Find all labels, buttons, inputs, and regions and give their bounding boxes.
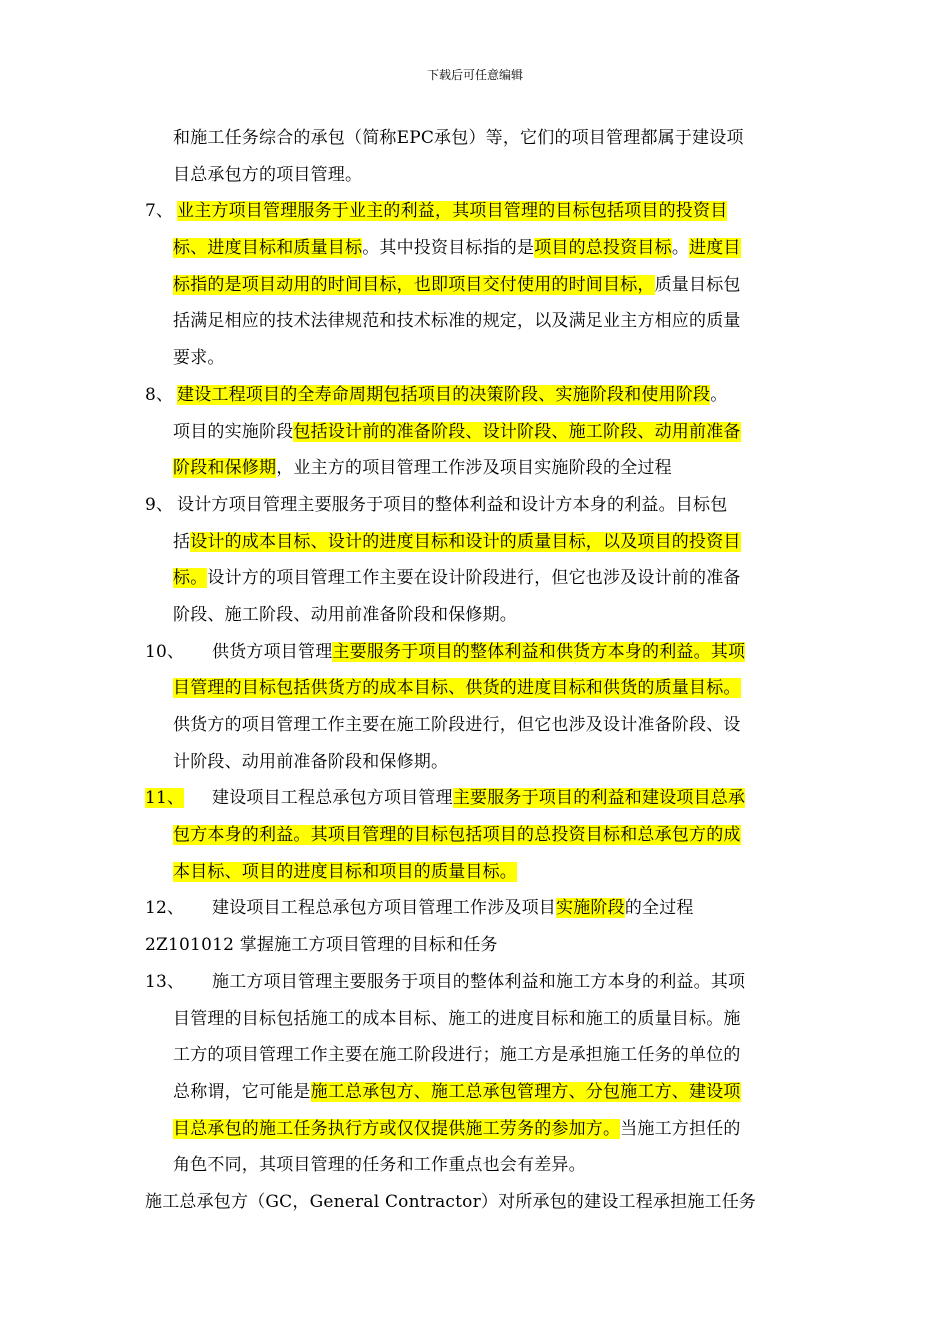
text-line [145, 1111, 810, 1148]
body-text: 角色不同，其项目管理的任务和工作重点也会有差异。 [173, 1155, 586, 1176]
highlighted-text: 施工总承包方、施工总承包管理方、分包施工方、建设项 [310, 1081, 741, 1102]
text-line [145, 487, 810, 524]
text-line [145, 193, 810, 230]
text-line [145, 1074, 810, 1111]
text-line [145, 120, 810, 157]
body-text: 要求。 [173, 348, 225, 369]
text-line [145, 927, 810, 964]
body-text: 计阶段、动用前准备阶段和保修期。 [173, 751, 449, 772]
body-text: 当施工方担任的 [620, 1118, 741, 1139]
body-text: ，业主方的项目管理工作涉及项目实施阶段的全过程 [276, 458, 672, 479]
text-line [145, 1184, 810, 1221]
body-text: 供货方的项目管理工作主要在施工阶段进行，但它也涉及设计准备阶段、设 [173, 715, 741, 735]
text-line [145, 157, 810, 194]
text-line [145, 817, 810, 854]
body-text: 工方的项目管理工作主要在施工阶段进行；施工方是承担施工任务的单位的 [173, 1045, 741, 1066]
body-text: 总称谓，它可能是 [173, 1081, 311, 1102]
item-number: 11、 [145, 788, 185, 809]
text-line [145, 377, 810, 414]
body-text: 目管理的目标包括施工的成本目标、施工的进度目标和施工的质量目标。施 [173, 1008, 741, 1029]
highlighted-text: 包方本身的利益。其项目管理的目标包括项目的总投资目标和总承包方的成 [173, 825, 741, 846]
highlighted-text: 目总承包的施工任务执行方或仅仅提供施工劳务的参加方。 [173, 1118, 621, 1139]
text-line [145, 414, 810, 451]
highlighted-text: 业主方项目管理服务于业主的利益，其项目管理的目标包括项目的投资目 [177, 201, 728, 222]
highlighted-text: 标指的是项目动用的时间目标，也即项目交付使用的时间目标， [173, 274, 655, 295]
text-line [145, 744, 810, 781]
item-number: 12、 [145, 898, 185, 919]
highlighted-text: 项目的总投资目标 [534, 238, 672, 259]
text-line [145, 303, 810, 340]
highlighted-text: 目管理的目标包括供货方的成本目标、供货的进度目标和供货的质量目标。 [173, 678, 741, 699]
body-text: 设计方项目管理主要服务于项目的整体利益和设计方本身的利益。目标包 [177, 494, 728, 515]
text-line [145, 597, 810, 634]
body-text: 目总承包方的项目管理。 [173, 164, 363, 185]
text-line [145, 340, 810, 377]
highlighted-text: 进度目 [689, 238, 741, 259]
item-number: 13、 [145, 971, 185, 992]
highlighted-text: 包括设计前的准备阶段、设计阶段、施工阶段、动用前准备 [293, 421, 741, 442]
body-text: 。 [710, 384, 728, 405]
document-body [145, 120, 810, 1221]
body-text: 建设项目工程总承包方项目管理工作涉及项目 [212, 898, 556, 919]
highlighted-text: 标、进度目标和质量目标 [173, 238, 363, 259]
item-number: 7、 [145, 201, 174, 222]
body-text: 项目的实施阶段 [173, 421, 294, 442]
text-line [145, 964, 810, 1001]
body-text: 的全过程 [624, 898, 694, 919]
body-text: 阶段、施工阶段、动用前准备阶段和保修期。 [173, 604, 517, 625]
text-line [145, 634, 810, 671]
item-number: 8、 [145, 384, 174, 405]
item-number: 10、 [145, 641, 185, 662]
body-text: 。 [671, 238, 690, 259]
item-number: 9、 [145, 494, 174, 515]
highlighted-text: 主要服务于项目的利益和建设项目总承 [452, 788, 746, 809]
highlighted-text: 设计的成本目标、设计的进度目标和设计的质量目标，以及项目的投资目 [190, 531, 741, 552]
text-line [145, 890, 810, 927]
body-text: 建设项目工程总承包方项目管理 [212, 788, 453, 809]
highlighted-text: 本目标、项目的进度目标和项目的质量目标。 [173, 861, 517, 882]
body-text: 括满足相应的技术法律规范和技术标准的规定，以及满足业主方相应的质量 [173, 311, 741, 332]
text-line [145, 707, 810, 744]
text-line [145, 267, 810, 304]
text-line [145, 780, 810, 817]
body-text: 施工方项目管理主要服务于项目的整体利益和施工方本身的利益。其项 [212, 971, 746, 992]
text-line [145, 1147, 810, 1184]
text-line [145, 450, 810, 487]
body-text: 供货方项目管理 [212, 641, 333, 662]
body-text: 施工总承包方（GC，General Contractor）对所承包的建设工程承担施工任务 [145, 1191, 757, 1212]
text-line [145, 230, 810, 267]
text-line [145, 560, 810, 597]
body-text: 2Z101012 掌握施工方项目管理的目标和任务 [145, 935, 498, 956]
page-header: 下载后可任意编辑 [426, 68, 523, 82]
body-text: 设计方的项目管理工作主要在设计阶段进行，但它也涉及设计前的准备 [207, 568, 741, 589]
highlighted-text: 主要服务于项目的整体利益和供货方本身的利益。其项 [332, 641, 746, 662]
highlighted-text: 阶段和保修期 [173, 458, 277, 479]
highlighted-text: 建设工程项目的全寿命周期包括项目的决策阶段、实施阶段和使用阶段 [177, 384, 711, 405]
text-line [145, 854, 810, 891]
text-line [145, 1037, 810, 1074]
text-line [145, 670, 810, 707]
text-line [145, 1001, 810, 1038]
body-text: 质量目标包 [654, 274, 741, 295]
highlighted-text: 实施阶段 [556, 898, 625, 919]
highlighted-text: 标。 [173, 568, 208, 589]
body-text: 括 [173, 531, 191, 552]
body-text: 和施工任务综合的承包（简称EPC承包）等，它们的项目管理都属于建设项 [173, 128, 744, 148]
body-text: 。其中投资目标指的是 [362, 238, 535, 259]
text-line [145, 524, 810, 561]
